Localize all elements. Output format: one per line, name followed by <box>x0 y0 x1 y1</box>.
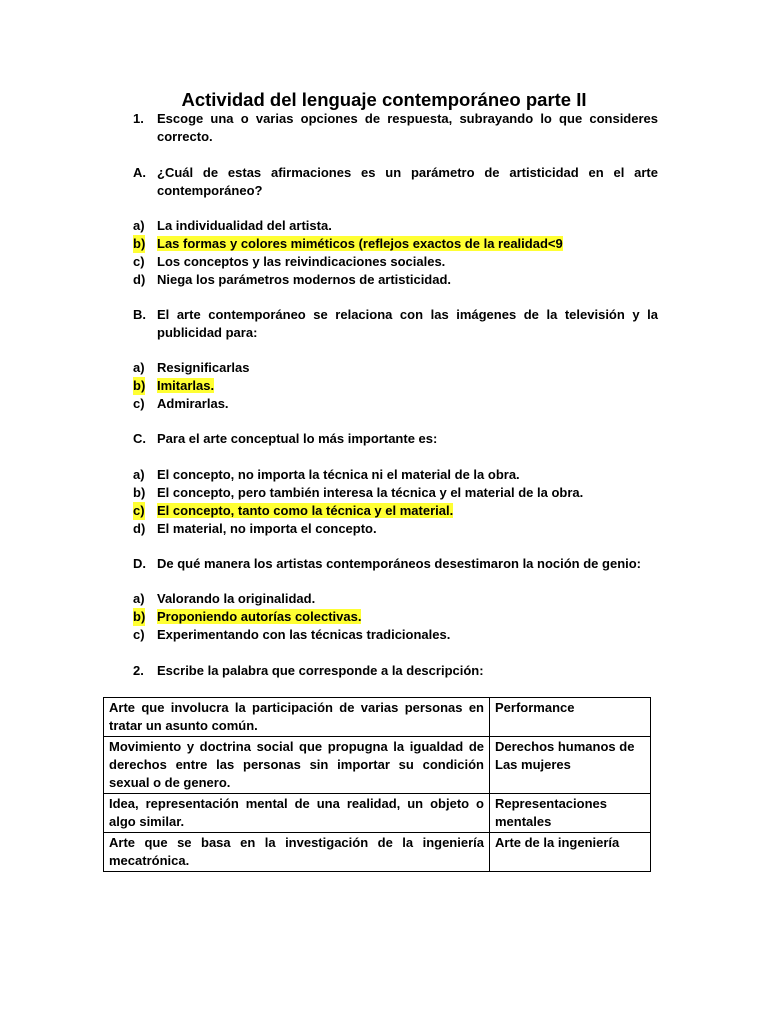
option-d-c[interactable] <box>133 626 658 644</box>
question-c-prompt <box>133 430 658 448</box>
answer-cell[interactable]: Representaciones mentales <box>490 794 651 833</box>
question-b-prompt <box>133 306 658 342</box>
question-b-options <box>133 359 658 413</box>
question-a-options <box>133 217 658 289</box>
answer-cell[interactable]: Arte de la ingeniería <box>490 833 651 872</box>
table-row <box>104 698 651 737</box>
question-b-marker: B. <box>133 307 146 322</box>
option-text: Niega los parámetros modernos de artisticidad. <box>157 272 452 287</box>
option-c-c[interactable] <box>133 502 658 520</box>
question-a-marker: A. <box>133 165 146 180</box>
option-text: Resignificarlas <box>157 360 250 375</box>
option-a-c[interactable] <box>133 253 658 271</box>
option-marker: a) <box>133 591 145 606</box>
table-row <box>104 833 651 872</box>
option-d-a[interactable] <box>133 590 658 608</box>
option-c-a[interactable] <box>133 466 658 484</box>
option-text: Admirarlas. <box>157 396 229 411</box>
question-a-prompt <box>133 164 658 200</box>
page-title: Actividad del lenguaje contemporáneo parte II <box>181 89 587 110</box>
option-b-c[interactable] <box>133 395 658 413</box>
option-marker: a) <box>133 360 145 375</box>
answer-cell[interactable]: Performance <box>490 698 651 737</box>
option-a-b[interactable] <box>133 235 658 253</box>
description-cell: Movimiento y doctrina social que propugna la igualdad de derechos entre las personas sin importar su condición sexual o de genero. <box>104 737 490 794</box>
description-cell: Arte que involucra la participación de varias personas en tratar un asunto común. <box>104 698 490 737</box>
question-2-instructions <box>133 662 658 680</box>
option-b-a[interactable] <box>133 359 658 377</box>
question-c-marker: C. <box>133 431 146 446</box>
question-a-text: ¿Cuál de estas afirmaciones es un parámetro de artisticidad en el arte contemporáneo? <box>157 165 658 198</box>
option-text: La individualidad del artista. <box>157 218 332 233</box>
option-text: Imitarlas. <box>157 378 215 393</box>
option-text: Valorando la originalidad. <box>157 591 316 606</box>
option-marker: b) <box>133 378 146 393</box>
question-d <box>133 555 658 573</box>
option-marker: b) <box>133 236 146 251</box>
question-c <box>133 430 658 448</box>
question-2 <box>133 662 658 680</box>
question-d-marker: D. <box>133 556 146 571</box>
description-cell: Idea, representación mental de una realidad, un objeto o algo similar. <box>104 794 490 833</box>
option-marker: c) <box>133 254 145 269</box>
question-1-instructions <box>133 110 658 146</box>
question-1-number: 1. <box>133 111 144 126</box>
question-d-prompt <box>133 555 658 573</box>
option-marker: c) <box>133 503 145 518</box>
option-marker: d) <box>133 521 146 536</box>
option-text: Los conceptos y las reivindicaciones sociales. <box>157 254 446 269</box>
question-2-text: Escribe la palabra que corresponde a la descripción: <box>157 663 484 678</box>
option-marker: c) <box>133 396 145 411</box>
question-2-number: 2. <box>133 663 144 678</box>
option-marker: a) <box>133 218 145 233</box>
description-cell: Arte que se basa en la investigación de la ingeniería mecatrónica. <box>104 833 490 872</box>
question-b <box>133 306 658 342</box>
option-text: Las formas y colores miméticos (reflejos exactos de la realidad<9 <box>157 236 563 251</box>
table-row <box>104 794 651 833</box>
question-a <box>133 164 658 200</box>
option-text: El concepto, no importa la técnica ni el material de la obra. <box>157 467 520 482</box>
option-b-b[interactable] <box>133 377 658 395</box>
answer-table <box>103 697 651 872</box>
option-marker: b) <box>133 485 146 500</box>
question-d-text: De qué manera los artistas contemporáneos desestimaron la noción de genio: <box>157 556 642 571</box>
option-marker: b) <box>133 609 146 624</box>
option-text: El concepto, pero también interesa la técnica y el material de la obra. <box>157 485 584 500</box>
option-marker: d) <box>133 272 146 287</box>
question-c-options <box>133 466 658 538</box>
question-b-text: El arte contemporáneo se relaciona con las imágenes de la televisión y la publicidad para: <box>157 307 658 340</box>
option-text: Proponiendo autorías colectivas. <box>157 609 362 624</box>
question-d-options <box>133 590 658 644</box>
option-a-a[interactable] <box>133 217 658 235</box>
option-text: Experimentando con las técnicas tradicionales. <box>157 627 451 642</box>
option-c-b[interactable] <box>133 484 658 502</box>
question-c-text: Para el arte conceptual lo más importante es: <box>157 431 438 446</box>
table-row <box>104 737 651 794</box>
option-text: El material, no importa el concepto. <box>157 521 377 536</box>
answer-cell[interactable]: Derechos humanos de Las mujeres <box>490 737 651 794</box>
option-marker: c) <box>133 627 145 642</box>
option-d-b[interactable] <box>133 608 658 626</box>
option-marker: a) <box>133 467 145 482</box>
question-1 <box>133 110 658 146</box>
option-a-d[interactable] <box>133 271 658 289</box>
option-text: El concepto, tanto como la técnica y el material. <box>157 503 454 518</box>
question-1-text: Escoge una o varias opciones de respuesta, subrayando lo que consideres correcto. <box>157 111 658 144</box>
option-c-d[interactable] <box>133 520 658 538</box>
